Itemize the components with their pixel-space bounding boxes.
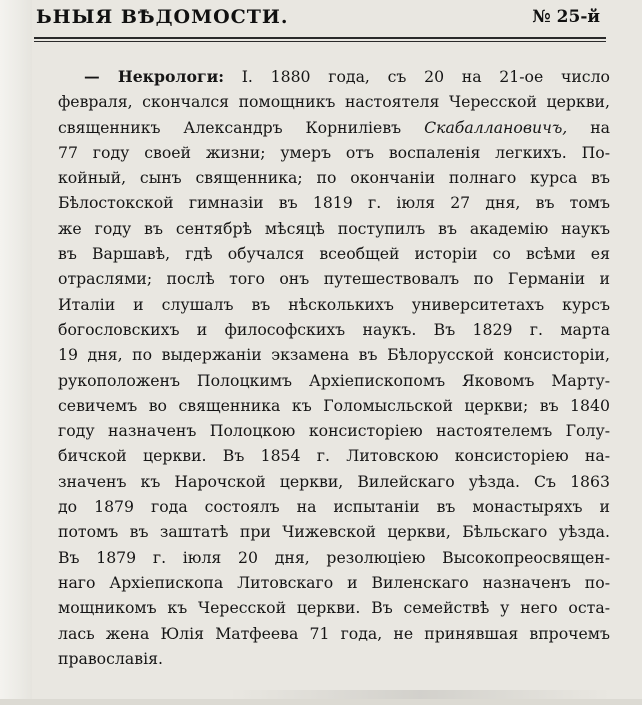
text-line: 19 дня, по выдержанiи экзамена въ Бѣлорусской консисторiи,	[58, 345, 610, 365]
text-line: койный, сынъ священника; по окончанiи полнаго курса въ	[58, 168, 610, 188]
page-header	[36, 6, 606, 30]
issue-number: № 25-й	[532, 7, 600, 27]
text-line: году назначенъ Полоцкою консисторiею настоятелемъ Голу-	[58, 421, 610, 441]
text-line: севичемъ во священника къ Голомысльской церкви; въ 1840	[58, 395, 610, 415]
text-line: лась жена Юлiя Матфеева 71 года, не принявшая впрочемъ	[58, 623, 610, 643]
text-line: православiя.	[58, 648, 163, 668]
text-line: наго Архiепископа Литовскаго и Виленскаго назначенъ по-	[58, 572, 610, 592]
text-line: Италiи и слушалъ въ нѣсколькихъ университетахъ курсъ	[58, 294, 610, 314]
text-line: значенъ къ Нарочской церкви, Вилейскаго уѣзда. Съ 1863	[58, 471, 610, 491]
text-line: — Некрологи: I. 1880 года, съ 20 на 21-ое число	[84, 67, 610, 86]
text-line: рукоположенъ Полоцкимъ Архiепископомъ Яковомъ Марту-	[58, 370, 610, 390]
text-line: отраслями; послѣ того онъ путешествовалъ по Германiи и	[58, 269, 610, 289]
text-line: богословскихъ и философскихъ наукъ. Въ 1829 г. марта	[58, 319, 610, 339]
header-rule	[34, 37, 606, 39]
text-line: же году въ сентябрѣ мѣсяцѣ поступилъ въ академiю наукъ	[58, 218, 610, 238]
text-line: бичской церкви. Въ 1854 г. Литовскою консисторiею на-	[58, 446, 610, 466]
page-bottom-edge	[0, 699, 642, 705]
text-line: Въ 1879 г. iюля 20 дня, резолюцiею Высокопреосвящен-	[58, 547, 610, 567]
text-line: мощникомъ къ Чересской церкви. Въ семействѣ у него оста-	[58, 598, 610, 618]
text-line: февраля, скончался помощникъ настоятеля Чересской церкви,	[58, 92, 610, 112]
text-line: Бѣлостокской гимназiи въ 1819 г. iюля 27 дня, въ томъ	[58, 193, 610, 213]
text-line: до 1879 года состоялъ на испытанiи въ монастыряхъ и	[58, 497, 610, 517]
header-rule-thin	[34, 41, 606, 42]
text-line: въ Варшавѣ, гдѣ обучался всеобщей исторiи со всѣми ея	[58, 244, 610, 264]
page-margin	[0, 0, 32, 705]
text-line: священникъ Александръ Корнилiевъ Скабаллановичъ, на	[58, 117, 610, 137]
newspaper-title: ЬНЫЯ ВѢДОМОСТИ.	[36, 6, 289, 28]
article-heading: — Некрологи:	[84, 67, 224, 86]
text-line: потомъ въ заштатѣ при Чижевской церкви, Бѣльскаго уѣзда.	[58, 522, 610, 542]
surname: Скабаллановичъ,	[424, 117, 568, 137]
text-line: 77 году своей жизни; умеръ отъ воспаленiя легкихъ. По-	[58, 142, 610, 162]
article-body	[58, 64, 610, 671]
